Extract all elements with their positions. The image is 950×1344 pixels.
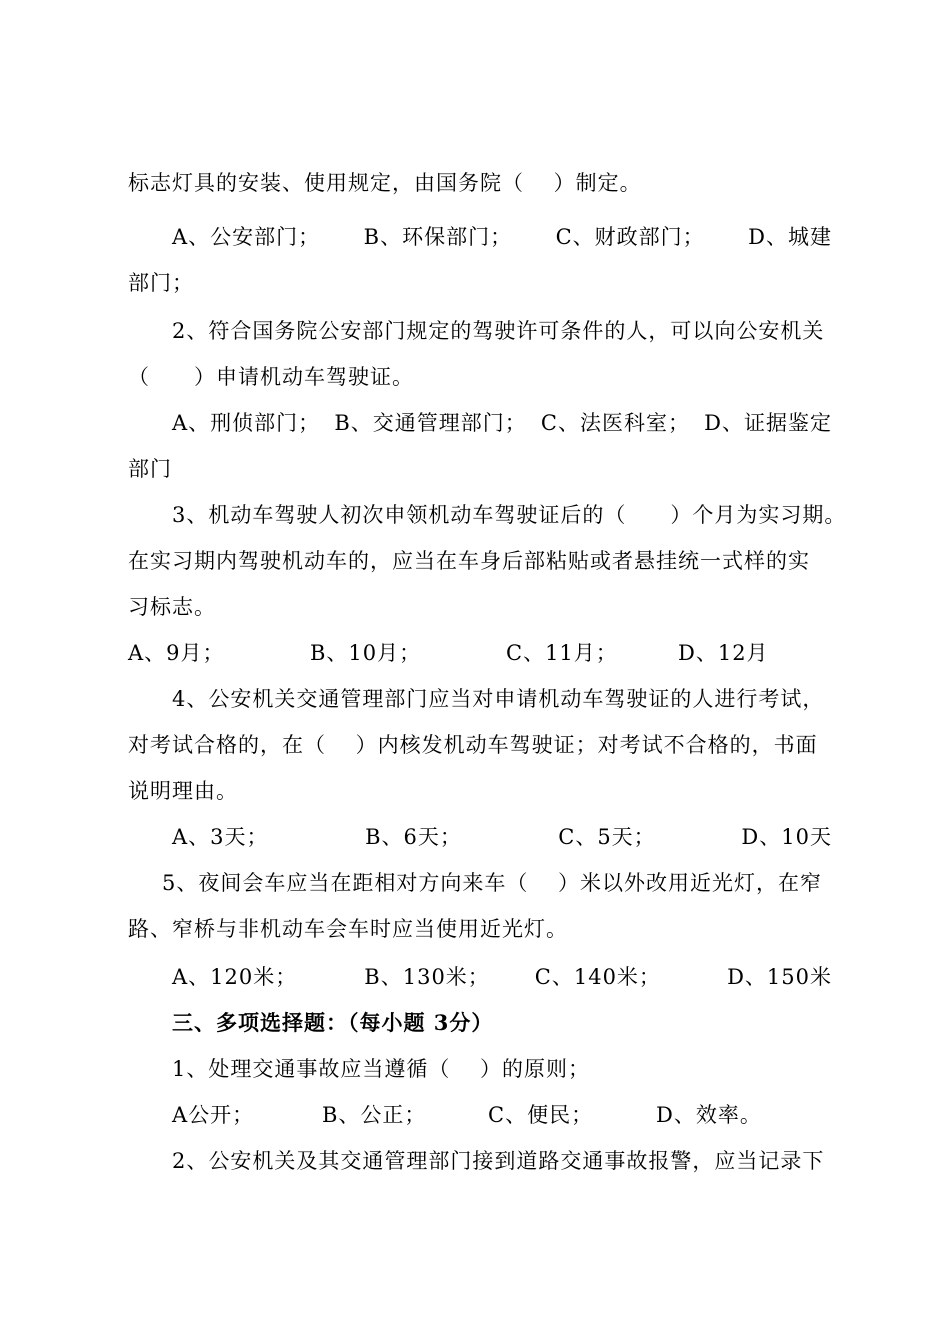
text-line: 标志灯具的安装、使用规定，由国务院（ ）制定。: [128, 171, 642, 195]
question-5-text-cont: 路、窄桥与非机动车会车时应当使用近光灯。: [128, 917, 568, 941]
section-heading: 三、多项选择题：（每小题 3分）: [172, 1010, 494, 1035]
option-d: D、12月: [678, 641, 769, 665]
option-d: D、证据鉴定: [704, 411, 832, 435]
q2-options: [172, 408, 832, 438]
multi-question-1-text: 1、处理交通事故应当遵循（ ）的原则；: [172, 1057, 591, 1081]
option-c: C、财政部门；: [555, 225, 705, 249]
option-a: A公开；: [172, 1103, 255, 1127]
option-a: A、120米；: [172, 965, 298, 989]
question-2-text: 2、符合国务院公安部门规定的驾驶许可条件的人，可以向公安机关: [172, 319, 825, 343]
q1-options: [172, 222, 832, 252]
question-3-text: 3、机动车驾驶人初次申领机动车驾驶证后的（ ）个月为实习期。: [172, 503, 847, 527]
q3-options: [128, 638, 828, 668]
option-d: D、150米: [727, 965, 832, 989]
option-b: B、6天；: [365, 825, 462, 849]
option-d: D、城建: [748, 225, 832, 249]
question-3-text-cont: 习标志。: [128, 595, 216, 619]
option-b: B、交通管理部门；: [334, 411, 527, 435]
text-line: 部门；: [128, 271, 194, 295]
option-b: B、公正；: [322, 1103, 427, 1127]
option-c: C、11月；: [506, 641, 618, 665]
option-d: D、10天: [741, 825, 832, 849]
option-b: B、10月；: [310, 641, 422, 665]
option-c: C、法医科室；: [540, 411, 690, 435]
option-a: A、刑侦部门；: [172, 411, 321, 435]
option-d: D、效率。: [656, 1103, 762, 1127]
question-4-text-cont: 对考试合格的，在（ ）内核发机动车驾驶证；对考试不合格的，书面: [128, 733, 818, 757]
option-c: C、便民；: [488, 1103, 594, 1127]
option-b: B、环保部门；: [363, 225, 513, 249]
option-b: B、130米；: [364, 965, 490, 989]
option-a: A、公安部门；: [172, 225, 321, 249]
text-line: 部门: [128, 457, 172, 481]
q5-options: [172, 962, 832, 992]
question-5-text: 5、夜间会车应当在距相对方向来车（ ）米以外改用近光灯，在窄: [162, 871, 823, 895]
option-a: A、9月；: [128, 641, 225, 665]
option-a: A、3天；: [172, 825, 269, 849]
option-c: C、5天；: [558, 825, 656, 849]
q4-options: [172, 822, 832, 852]
question-2-text-cont: （ ）申请机动车驾驶证。: [128, 365, 414, 389]
m1-options: [172, 1100, 832, 1130]
question-3-text-cont: 在实习期内驾驶机动车的，应当在车身后部粘贴或者悬挂统一式样的实: [128, 549, 810, 573]
multi-question-2-text: 2、公安机关及其交通管理部门接到道路交通事故报警，应当记录下: [172, 1149, 825, 1173]
question-4-text: 4、公安机关交通管理部门应当对申请机动车驾驶证的人进行考试，: [172, 687, 825, 711]
option-c: C、140米；: [534, 965, 661, 989]
question-4-text-cont: 说明理由。: [128, 779, 238, 803]
